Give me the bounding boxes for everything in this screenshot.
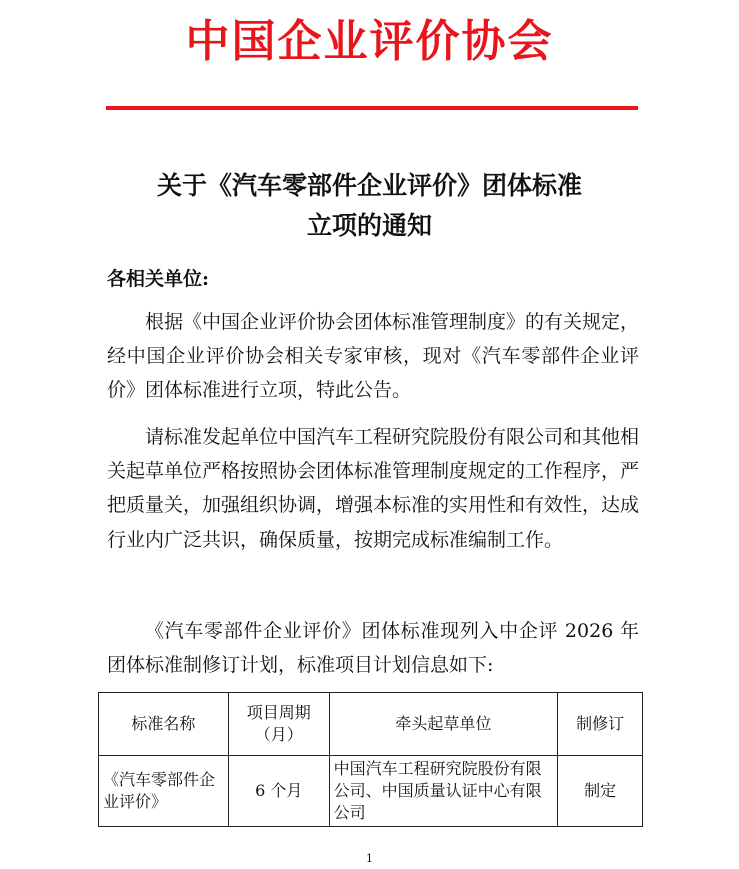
- cell-standard-name: 《汽车零部件企业评价》: [99, 756, 229, 827]
- header-revision-type: 制修订: [558, 693, 643, 756]
- paragraph-3: 《汽车零部件企业评价》团体标准现列入中企评 2026 年团体标准制修订计划，标准项目计划信息如下:: [107, 620, 639, 677]
- title-line-2: 立项的通知: [306, 211, 432, 240]
- greeting: 各相关单位:: [107, 268, 210, 290]
- table-header-row: [99, 693, 643, 756]
- paragraph-2: 请标准发起单位中国汽车工程研究院股份有限公司和其他相关起草单位严格按照协会团体标准管理制度规定的工作程序，严把质量关，加强组织协调，增强本标准的实用性和有效性，达成行业内广泛共识，确保质量，按期完成标准编制工作。: [107, 426, 640, 551]
- org-header-title: 中国企业评价协会: [185, 16, 554, 67]
- paragraph-1: 根据《中国企业评价协会团体标准管理制度》的有关规定，经中国企业评价协会相关专家审核，现对《汽车零部件企业评价》团体标准进行立项，特此公告。: [107, 311, 640, 402]
- cell-project-period: 6 个月: [228, 756, 329, 827]
- page-number: 1: [366, 852, 373, 865]
- header-standard-name: 标准名称: [99, 693, 229, 756]
- table-row: [99, 756, 643, 827]
- cell-revision-type: 制定: [558, 756, 643, 827]
- header-project-period: 项目周期（月）: [228, 693, 329, 756]
- title-line-1: 关于《汽车零部件企业评价》团体标准: [156, 171, 582, 200]
- header-red-rule: [106, 106, 638, 110]
- cell-lead-unit: 中国汽车工程研究院股份有限公司、中国质量认证中心有限公司: [329, 756, 558, 827]
- document-title: [0, 166, 739, 246]
- header-lead-unit: 牵头起草单位: [329, 693, 558, 756]
- plan-table: [98, 692, 643, 827]
